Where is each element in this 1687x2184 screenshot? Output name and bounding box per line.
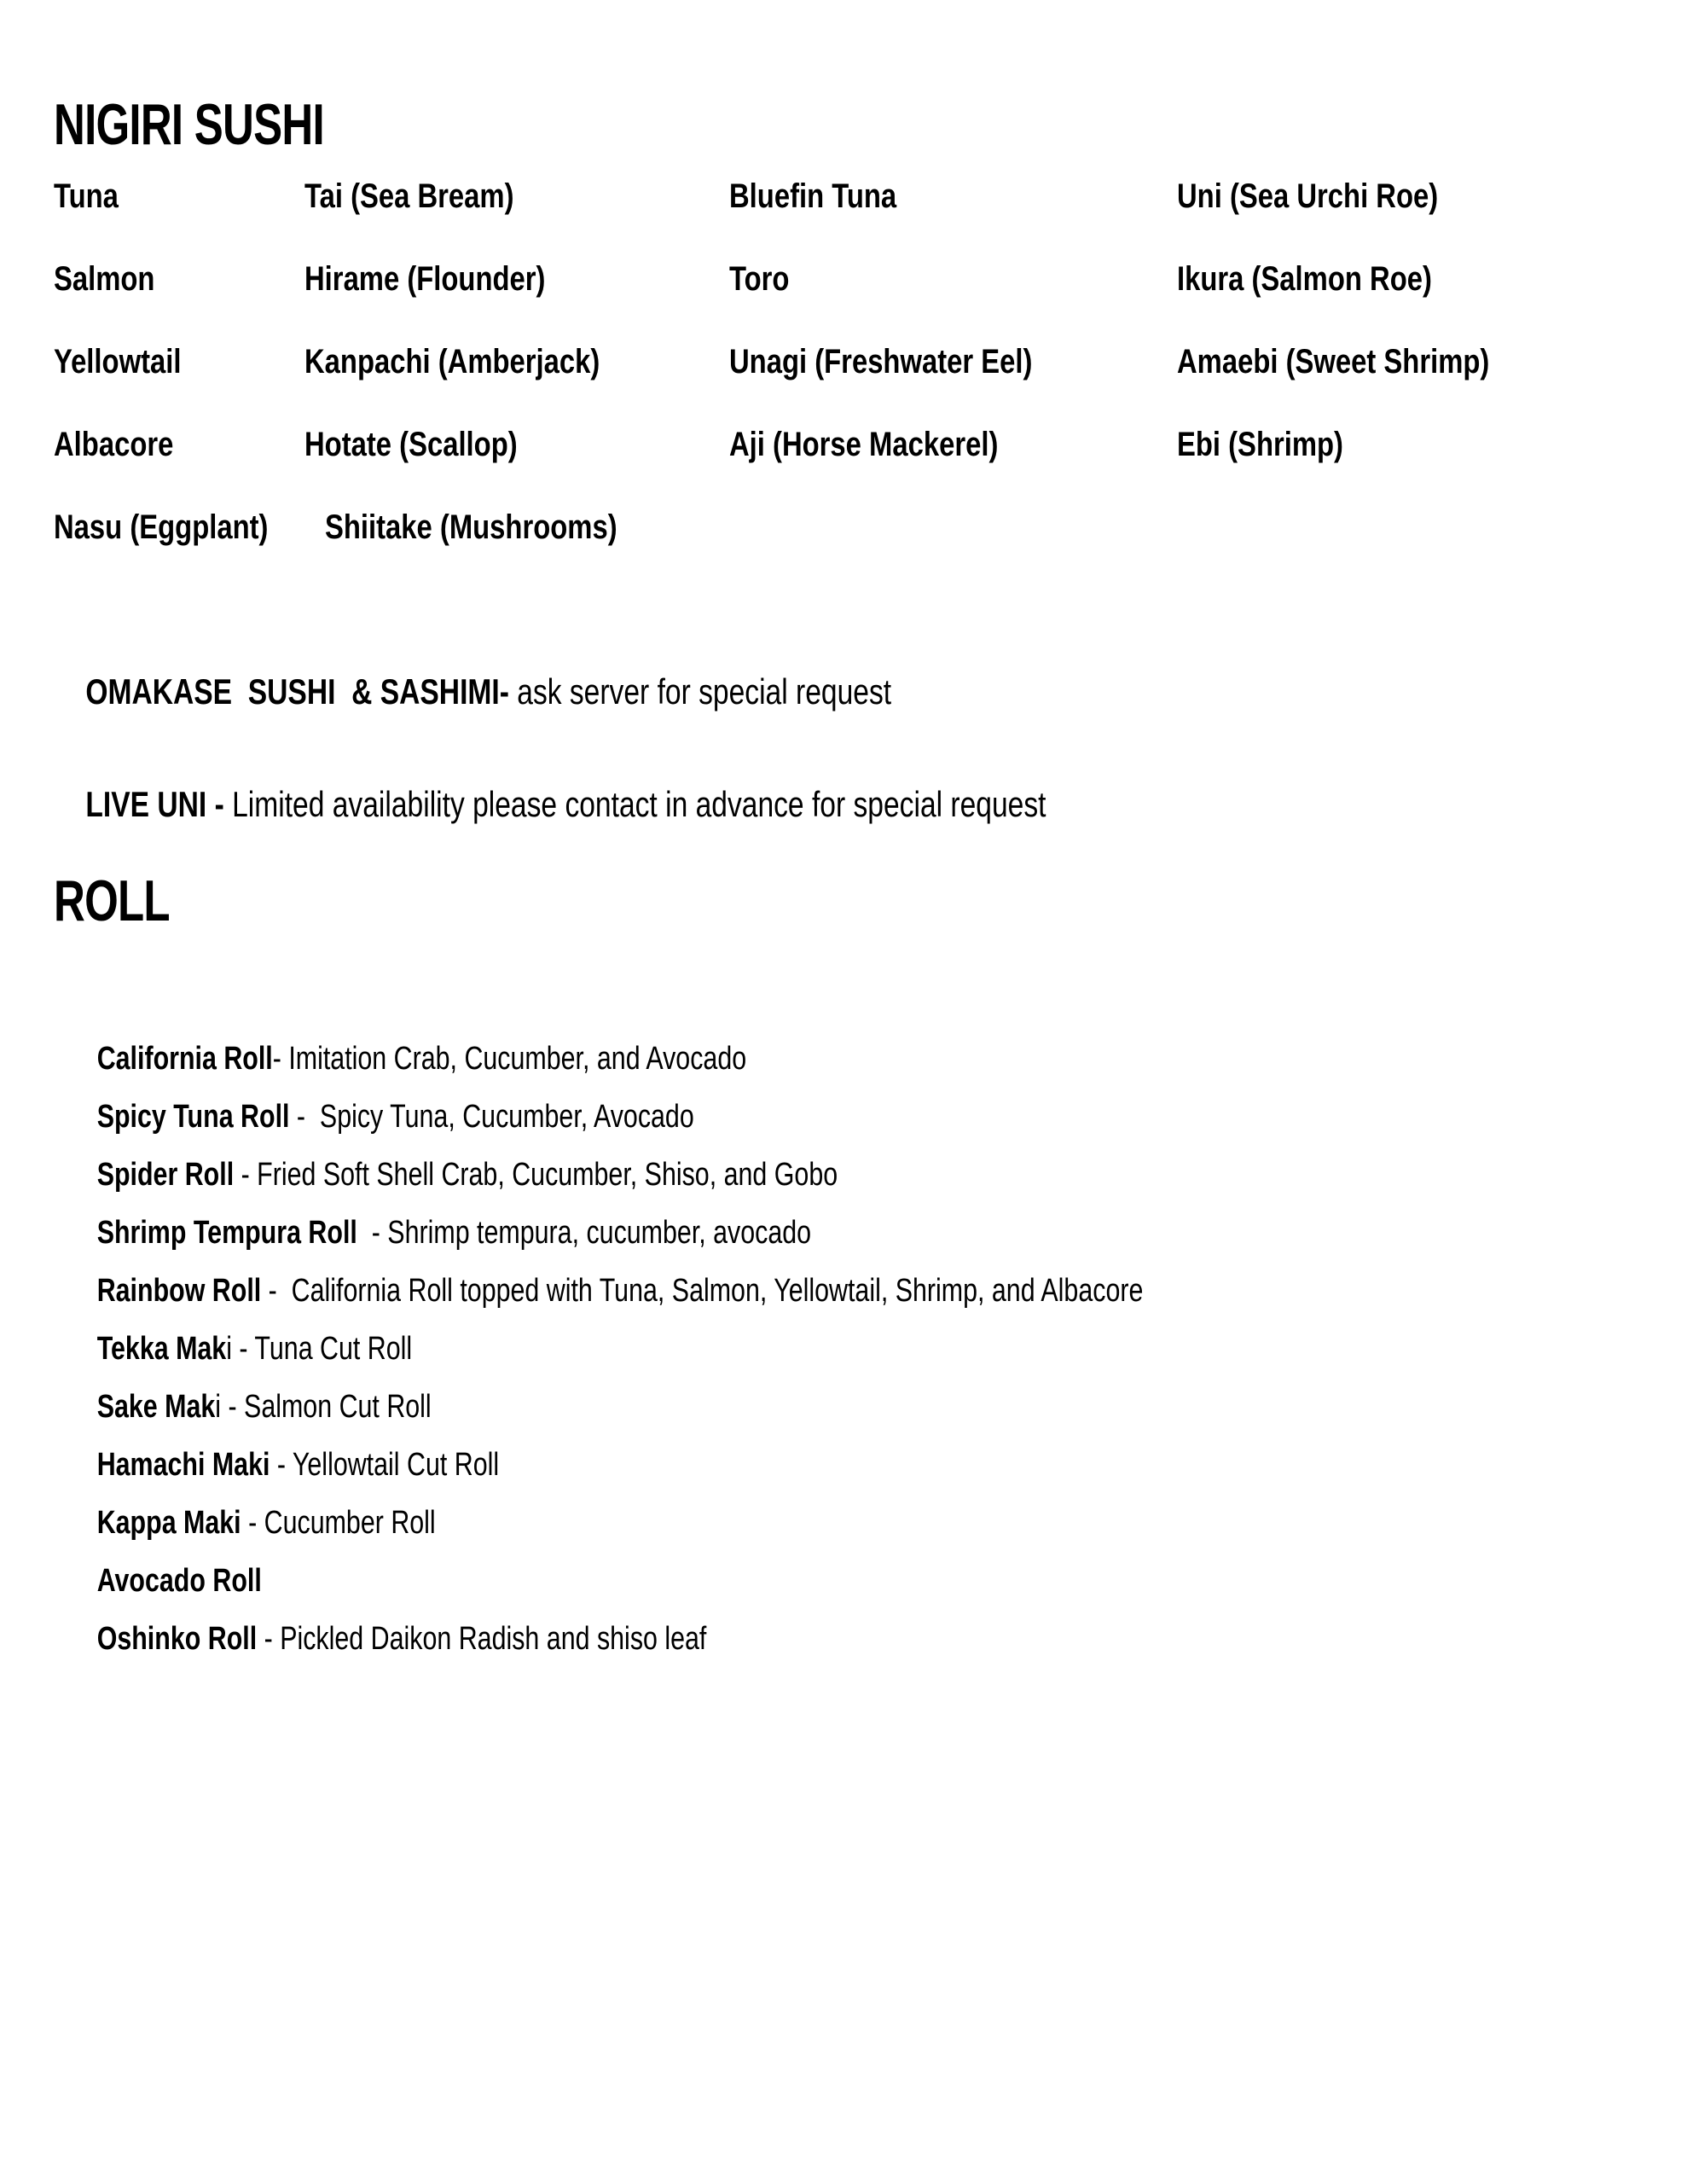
roll-item-rainbow (54, 1204, 1336, 1309)
roll-item-tekka-maki (54, 1262, 1336, 1367)
nigiri-item-unagi: Unagi (Freshwater Eel) (729, 343, 1033, 380)
nigiri-item-nasu: Nasu (Eggplant) (54, 508, 269, 546)
roll-item-name: Spicy Tuna Roll (96, 1099, 290, 1135)
roll-item-description: i - Tuna Cut Roll (226, 1331, 413, 1367)
roll-item-name: Avocado Roll (96, 1563, 262, 1599)
nigiri-item-hotate: Hotate (Scallop) (304, 426, 518, 463)
roll-item-description: - Spicy Tuna, Cucumber, Avocado (289, 1099, 694, 1135)
omakase-special-line (54, 628, 891, 756)
nigiri-item-salmon: Salmon (54, 260, 155, 298)
live-uni-special-title: LIVE UNI - (85, 784, 233, 824)
nigiri-item-amaebi: Amaebi (Sweet Shrimp) (1177, 343, 1490, 380)
roll-item-spicy-tuna (54, 1030, 1336, 1135)
nigiri-item-shiitake: Shiitake (Mushrooms) (325, 508, 617, 546)
roll-item-name: Sake Mak (96, 1389, 216, 1425)
nigiri-item-albacore: Albacore (54, 426, 174, 463)
nigiri-item-tai: Tai (Sea Bream) (304, 177, 514, 215)
roll-item-spider (54, 1088, 1336, 1193)
roll-item-sake-maki (54, 1320, 1336, 1425)
roll-item-avocado (54, 1494, 1336, 1599)
nigiri-row (54, 507, 1640, 590)
roll-item-description: - Cucumber Roll (241, 1505, 436, 1541)
nigiri-grid (54, 176, 1640, 590)
roll-section-heading: ROLL (54, 868, 170, 933)
roll-item-kappa-maki (54, 1436, 1336, 1541)
roll-item-name: Rainbow Roll (96, 1273, 262, 1309)
roll-item-description: - Fried Soft Shell Crab, Cucumber, Shiso, and Gobo (234, 1157, 838, 1193)
roll-item-description: - Pickled Daikon Radish and shiso leaf (257, 1621, 707, 1657)
roll-item-description: - California Roll topped with Tuna, Salmon, Yellowtail, Shrimp, and Albacore (261, 1273, 1144, 1309)
nigiri-section-heading: NIGIRI SUSHI (54, 92, 324, 157)
roll-item-name: Kappa Maki (96, 1505, 241, 1541)
nigiri-item-kanpachi: Kanpachi (Amberjack) (304, 343, 600, 380)
roll-item-name: Spider Roll (96, 1157, 235, 1193)
roll-item-description: - Imitation Crab, Cucumber, and Avocado (272, 1041, 747, 1077)
roll-item-oshinko (54, 1552, 1336, 1657)
nigiri-item-aji: Aji (Horse Mackerel) (729, 426, 999, 463)
nigiri-item-ikura: Ikura (Salmon Roe) (1177, 260, 1432, 298)
nigiri-item-toro: Toro (729, 260, 790, 298)
nigiri-row (54, 176, 1640, 258)
omakase-special-description: ask server for special request (508, 671, 892, 712)
roll-list (54, 972, 1657, 1657)
nigiri-row (54, 341, 1640, 424)
roll-item-description: i - Salmon Cut Roll (215, 1389, 432, 1425)
nigiri-item-uni: Uni (Sea Urchi Roe) (1177, 177, 1439, 215)
nigiri-item-ebi: Ebi (Shrimp) (1177, 426, 1343, 463)
omakase-special-title: OMAKASE SUSHI & SASHIMI- (85, 671, 509, 712)
roll-item-name: Shrimp Tempura Roll (96, 1215, 357, 1251)
live-uni-special-description: Limited availability please contact in advance for special request (232, 784, 1046, 824)
roll-item-name: California Roll (96, 1041, 273, 1077)
roll-item-california (54, 972, 1336, 1077)
roll-item-name: Tekka Mak (96, 1331, 227, 1367)
roll-item-description: - Shrimp tempura, cucumber, avocado (357, 1215, 812, 1251)
nigiri-item-bluefin-tuna: Bluefin Tuna (729, 177, 897, 215)
nigiri-item-hirame: Hirame (Flounder) (304, 260, 546, 298)
live-uni-special-line (54, 741, 1046, 868)
nigiri-item-tuna: Tuna (54, 177, 119, 215)
roll-item-description: - Yellowtail Cut Roll (270, 1447, 500, 1483)
nigiri-row (54, 258, 1640, 341)
roll-item-shrimp-tempura (54, 1146, 1336, 1251)
nigiri-row (54, 424, 1640, 507)
roll-item-hamachi-maki (54, 1378, 1336, 1483)
nigiri-item-yellowtail: Yellowtail (54, 343, 182, 380)
roll-item-name: Oshinko Roll (96, 1621, 258, 1657)
roll-item-name: Hamachi Maki (96, 1447, 270, 1483)
